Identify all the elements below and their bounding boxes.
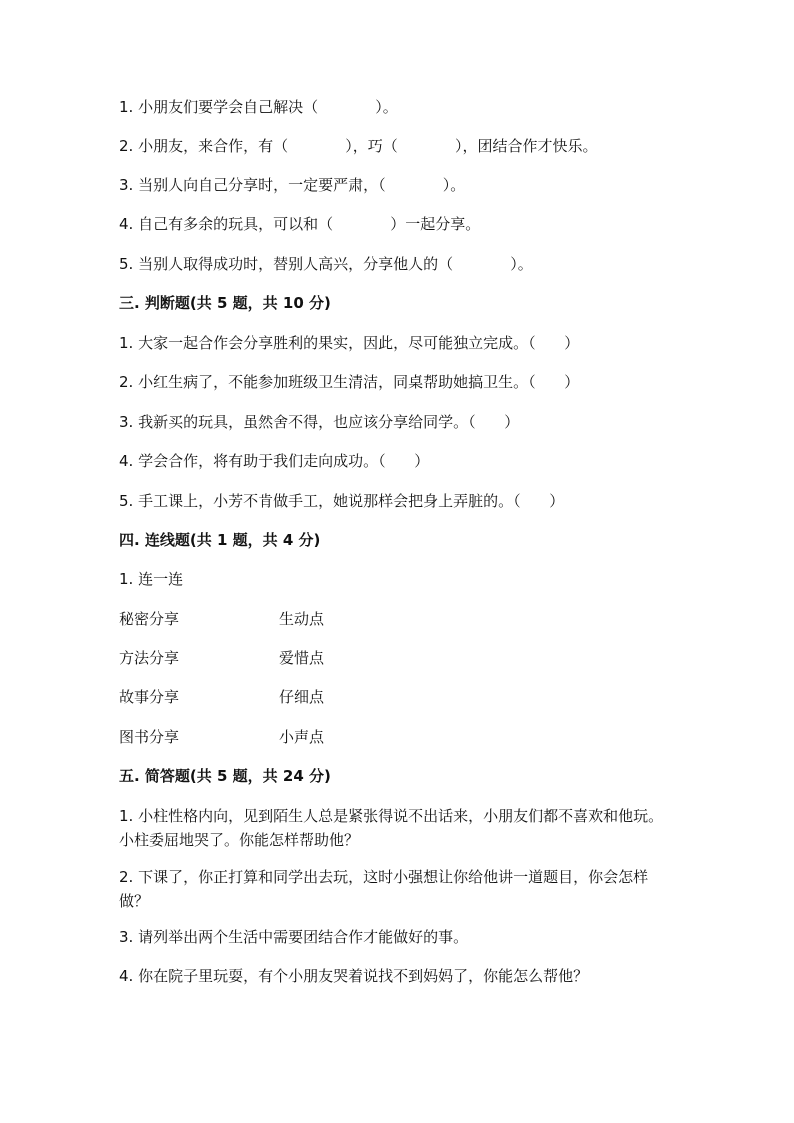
matching-right-1: 生动点	[279, 610, 325, 628]
judgment-item-2: 2. 小红生病了，不能参加班级卫生清洁，同桌帮助她搞卫生。（ ）	[119, 373, 580, 391]
short-answer-item-1: 1. 小柱性格内向，见到陌生人总是紧张得说不出话来，小朋友们都不喜欢和他玩。小柱委屈地哭了。你能怎样帮助他？	[119, 807, 664, 849]
short-answer-item-2: 2. 下课了，你正打算和同学出去玩，这时小强想让你给他讲一道题目，你会怎样做？	[119, 868, 649, 910]
section-5-heading: 五. 简答题(共 5 题，共 24 分)	[119, 767, 331, 785]
matching-right-3: 仔细点	[279, 688, 325, 706]
judgment-item-3: 3. 我新买的玩具，虽然舍不得，也应该分享给同学。（ ）	[119, 413, 520, 431]
judgment-item-4: 4. 学会合作，将有助于我们走向成功。（ ）	[119, 452, 430, 470]
fill-blank-item-2: 2. 小朋友，来合作，有（ ），巧（ ），团结合作才快乐。	[119, 137, 598, 155]
short-answer-item-4: 4. 你在院子里玩耍，有个小朋友哭着说找不到妈妈了，你能怎么帮他？	[119, 967, 589, 985]
section-4-heading: 四. 连线题(共 1 题，共 4 分)	[119, 531, 321, 549]
section-3-heading: 三. 判断题(共 5 题，共 10 分)	[119, 294, 331, 312]
fill-blank-item-5: 5. 当别人取得成功时，替别人高兴，分享他人的（ ）。	[119, 255, 533, 273]
matching-question: 1. 连一连	[119, 570, 184, 588]
fill-blank-item-3: 3. 当别人向自己分享时，一定要严肃，（ ）。	[119, 176, 466, 194]
judgment-item-5: 5. 手工课上，小芳不肯做手工，她说那样会把身上弄脏的。（ ）	[119, 492, 565, 510]
matching-left-3: 故事分享	[119, 688, 180, 706]
short-answer-item-3: 3. 请列举出两个生活中需要团结合作才能做好的事。	[119, 928, 469, 946]
matching-right-2: 爱惜点	[279, 649, 325, 667]
fill-blank-item-4: 4. 自己有多余的玩具，可以和（ ）一起分享。	[119, 215, 481, 233]
matching-right-4: 小声点	[279, 728, 325, 746]
matching-left-1: 秘密分享	[119, 610, 180, 628]
matching-left-2: 方法分享	[119, 649, 180, 667]
fill-blank-item-1: 1. 小朋友们要学会自己解决（ ）。	[119, 98, 398, 116]
matching-left-4: 图书分享	[119, 728, 180, 746]
judgment-item-1: 1. 大家一起合作会分享胜利的果实，因此，尽可能独立完成。（ ）	[119, 334, 580, 352]
